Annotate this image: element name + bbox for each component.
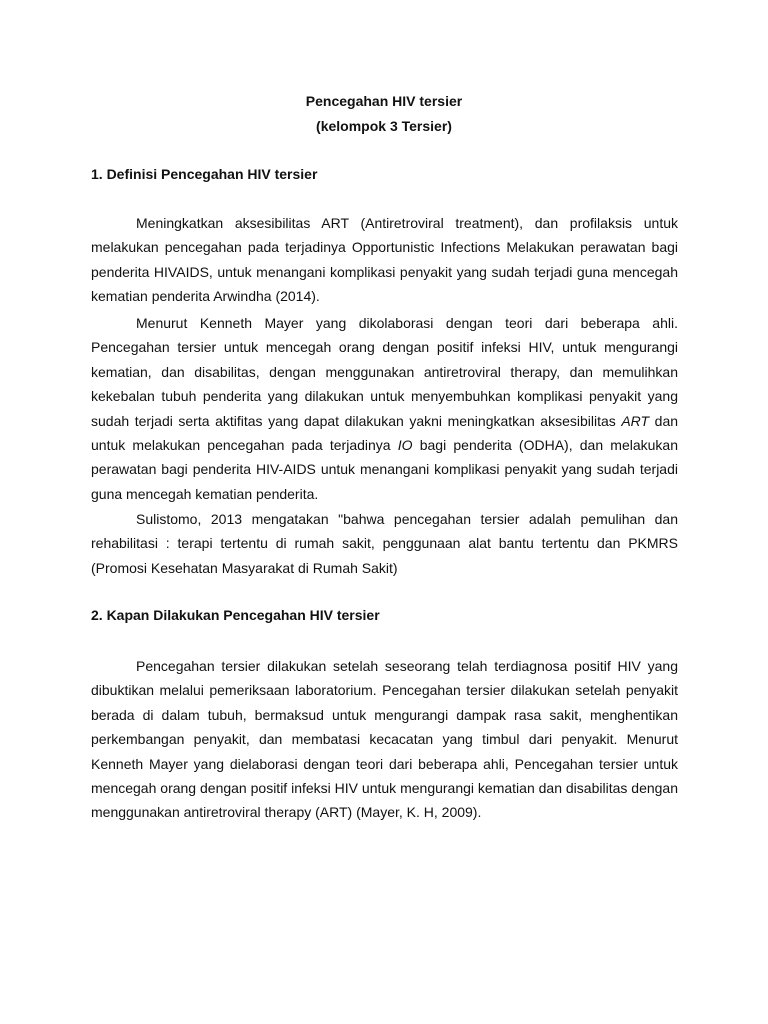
io-italic-term: IO [397, 437, 413, 454]
paragraph-text: bagi penderita (ODHA), dan melakukan perawatan bagi penderita HIV-AIDS untuk menangani komplikasi penyakit yang sudah terjadi guna mencegah kematian penderita. [91, 437, 678, 502]
section-2-heading: 2. Kapan Dilakukan Pencegahan HIV tersier [91, 607, 380, 623]
art-italic-term: ART [621, 412, 650, 429]
paragraph-text: dan untuk melakukan pencegahan pada terjadinya [91, 412, 679, 454]
section-1-paragraph-2 [91, 311, 678, 506]
document-subtitle: (kelompok 3 Tersier) [316, 118, 452, 134]
section-1-paragraph-3: Sulistomo, 2013 mengatakan "bahwa pencegahan tersier adalah pemulihan dan rehabilitasi : terapi tertentu di rumah sakit, penggunaan alat bantu tertentu dan PKMRS (Promosi Kesehatan Masyarakat di Rumah Sakit) [91, 511, 678, 576]
paragraph-text: Menurut Kenneth Mayer yang dikolaborasi dengan teori dari beberapa ahli. Pencegahan tersier untuk mencegah orang dengan positif infeksi HIV, untuk mengurangi kematian, dan disabilitas, dengan menggunakan antiretroviral therapy, dan memulihkan kekebalan tubuh penderita yang dilakukan untuk menyembuhkan komplikasi penyakit yang sudah terjadi serta aktifitas yang dapat dilakukan yakni meningkatkan aksesibilitas [91, 315, 678, 429]
section-1-paragraph-1: Meningkatkan aksesibilitas ART (Antiretroviral treatment), dan profilaksis untuk melakukan pencegahan pada terjadinya Opportunistic Infections Melakukan perawatan bagi penderita HIVAIDS, untuk menangani komplikasi penyakit yang sudah terjadi guna mencegah kematian penderita Arwindha (2014). [91, 215, 678, 305]
section-2-paragraph-1: Pencegahan tersier dilakukan setelah seseorang telah terdiagnosa positif HIV yang dibuktikan melalui pemeriksaan laboratorium. Pencegahan tersier dilakukan setelah penyakit berada di dalam tubuh, bermaksud untuk mengurangi dampak rasa sakit, menghentikan perkembangan penyakit, dan membatasi kecacatan yang timbul dari penyakit. Menurut Kenneth Mayer yang dielaborasi dengan teori dari beberapa ahli, Pencegahan tersier untuk mencegah orang dengan positif infeksi HIV untuk mengurangi kematian dan disabilitas dengan menggunakan antiretroviral therapy (ART) (Mayer, K. H, 2009). [91, 658, 678, 821]
document-title: Pencegahan HIV tersier [305, 93, 463, 109]
section-1-heading: 1. Definisi Pencegahan HIV tersier [91, 166, 318, 182]
